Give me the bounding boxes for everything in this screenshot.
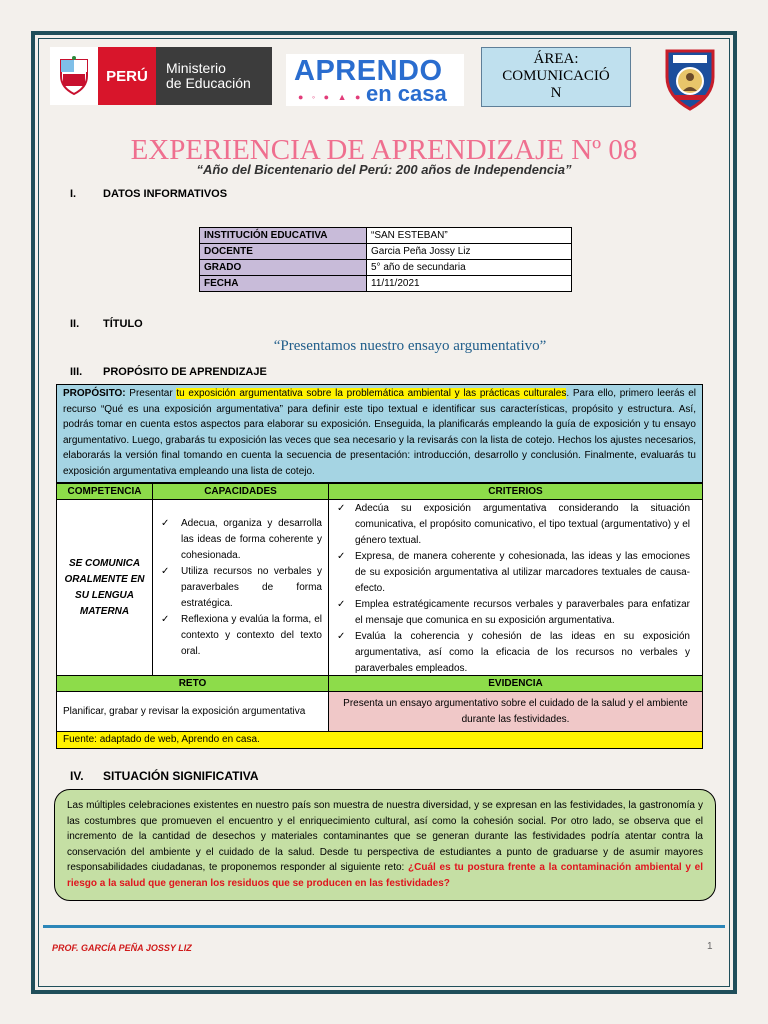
list-item: ✓ Evalúa la coherencia y cohesión de las ideas en su exposición argumentativa, así como la eficacia de los recursos no verbales y paraverbales empleados. — [333, 629, 690, 677]
reto-question: ¿Cuál es tu postura frente a la contaminación ambiental y el riesgo a la salud que generan los residuos que se producen en las festividades? — [67, 862, 703, 889]
aprendo-en-casa-logo — [286, 54, 464, 106]
list-item: ✓ Emplea estratégicamente recursos verbales y paraverbales para enfatizar el mensaje que comunica en su exposición argumentativa. — [333, 597, 690, 629]
list-item: ✓ Reflexiona y evalúa la forma, el contexto y contexto del texto oral. — [157, 612, 322, 660]
peru-shield-icon — [50, 49, 98, 103]
criterios-cell — [329, 500, 702, 675]
footer-teacher: PROF. GARCÍA PEÑA JOSSY LIZ — [52, 943, 192, 953]
school-crest-icon — [663, 47, 717, 111]
table-row: DOCENTE Garcia Peña Jossy Liz — [200, 244, 572, 260]
table-row — [57, 500, 702, 676]
table-row: FECHA 11/11/2021 — [200, 276, 572, 292]
list-item: ✓ Adecúa su exposición argumentativa considerando la situación comunicativa, el propósito comunicativo, el tipo textual (argumentativo) y el género textual. — [333, 501, 690, 549]
list-item: ✓ Utiliza recursos no verbales y paraverbales de forma estratégica. — [157, 564, 322, 612]
aprendo-text: APRENDO — [294, 55, 443, 87]
main-title: EXPERIENCIA DE APRENDIZAJE Nº 08 — [130, 134, 638, 166]
capacidades-cell — [153, 500, 329, 675]
list-item: ✓ Expresa, de manera coherente y cohesionada, las ideas y las emociones de su exposición argumentativa al utilizar marcadores textuales de causa-efecto. — [333, 549, 690, 597]
evidencia-cell: Presenta un ensayo argumentativo sobre el cuidado de la salud y el ambiente durante las festividades. — [329, 692, 702, 731]
table-header-row: RETO EVIDENCIA — [57, 676, 702, 692]
fuente-note: Fuente: adaptado de web, Aprendo en casa. — [57, 732, 702, 748]
table-row — [57, 692, 702, 732]
footer-divider — [43, 925, 725, 928]
table-row: INSTITUCIÓN EDUCATIVA “SAN ESTEBAN” — [200, 228, 572, 244]
table-header-row: COMPETENCIA CAPACIDADES CRITERIOS — [57, 484, 702, 500]
reto-cell: Planificar, grabar y revisar la exposición argumentativa — [57, 692, 329, 731]
area-box: ÁREA: COMUNICACIÓ N — [481, 47, 631, 107]
experience-title: “Presentamos nuestro ensayo argumentativo” — [273, 338, 547, 354]
peru-label: PERÚ — [98, 47, 156, 105]
proposito-box: PROPÓSITO: Presentar tu exposición argumentativa sobre la problemática ambiental y las prácticas culturales. Para ello, primero leerás el recurso “Qué es una exposición argumentativa” para definir este tipo textual e identificar sus características, propósito y estructura. Así, podrás tomar en cuenta estos aspectos para elaborar su exposición. Enseguida, la planificarás empleando la guía de exposición y tu ensayo argumentativo. Luego, grabarás tu exposición las veces que sea necesario y la revisarás con la lista de cotejo. Hechos los ajustes necesarios, elaborarás la versión final tomando en cuenta la secuencia de presentación: introducción, desarrollo y conclusión. Finalmente, evaluarás tu exposición argumentativa empleando una lista de cotejo. — [56, 384, 703, 483]
situacion-box: Las múltiples celebraciones existentes en nuestro país son muestra de nuestra diversidad, y se expresan en las festividades, la gastronomía y las costumbres que promueven el encuentro y el enriquecimiento cultural, así como la cohesión social. Por otro lado, se observa que el incremento de la cantidad de desechos y materiales contaminantes que se generan durante las festividades podría atentar contra la conservación del ambiente y el cuidado de la salud. Desde tu perspectiva de estudiantes a punto de graduarse y de asumir mayores responsabilidades ciudadanas, te proponemos responder al siguiente reto: ¿Cuál es tu postura frente a la contaminación ambiental y el riesgo a la salud que generan los residuos que se producen en las festividades? — [54, 789, 716, 901]
competencias-table — [56, 483, 703, 749]
ministerio-label: Ministerio de Educación — [156, 47, 272, 105]
page-number: 1 — [707, 941, 713, 952]
datos-table — [199, 227, 572, 292]
en-casa-text: en casa — [366, 81, 447, 106]
proposito-highlight: tu exposición argumentativa sobre la problemática ambiental y las prácticas culturales — [176, 388, 567, 399]
minedu-logo — [50, 47, 272, 105]
list-item: ✓ Adecua, organiza y desarrolla las ideas de forma coherente y cohesionada. — [157, 516, 322, 564]
logo-shapes-icon: ● ◦ ● ▲ ● — [298, 92, 364, 102]
subtitle: “Año del Bicentenario del Perú: 200 años de Independencia” — [196, 162, 572, 177]
table-row: GRADO 5° año de secundaria — [200, 260, 572, 276]
competencia-cell: SE COMUNICA ORALMENTE EN SU LENGUA MATERNA — [57, 500, 153, 675]
proposito-label: PROPÓSITO: — [63, 388, 126, 399]
